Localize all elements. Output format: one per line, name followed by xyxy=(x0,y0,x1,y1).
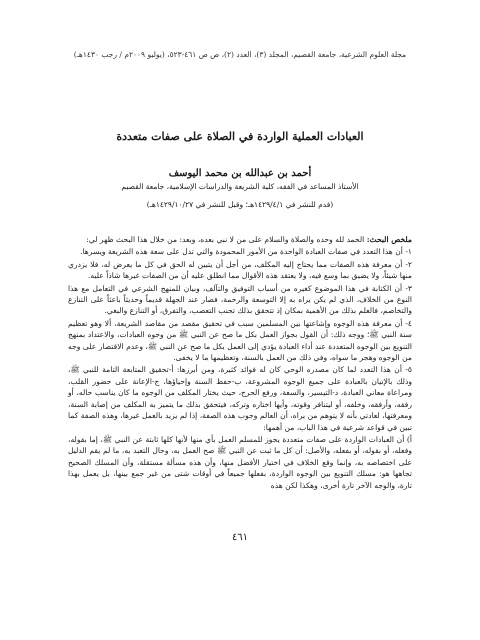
abstract-heading: ملخص البحث: xyxy=(366,235,412,244)
running-header: مجلة العلوم الشرعية، جامعة القصيم، المجلد (٣)، العدد (٢)، ص ص ٤٦١-٥٢٣، (يوليو ٢٠٠٩م / رجب ١٤٣٠هـ) xyxy=(73,50,407,59)
abstract-paragraph: أ) أن العبادات الواردة على صفات متعددة يجوز للمسلم العمل بأي منها لأنها كلها ثابتة عن النبي ﷺ، إما بقوله، وفعله، أو بقوله، أو بفعله، والأصل: أن كل ما ثبت عن النبي ﷺ صح العمل به، وحال التعبد به، ما لم يقم الدليل على اختصاصه به، وإنما وقع الخلاف في اختيار الأفضل منها، وأن هذه مسألة مستقلة، وأن المسلك الصحيح تجاهها هو: مسلك التنويع بين الوجوه الواردة، بفعلها جميعاً في أوقات شتى من غير جمع بينها، بل يعمل بهذا تارة، والوجه الآخر تارة أخرى، وهكذا لكن هذه xyxy=(68,434,412,490)
page-number: ٤٦١ xyxy=(231,532,249,543)
abstract-intro: الحمد لله وحده والصلاة والسلام على من لا نبي بعده، وبعد: من خلال هذا البحث ظهر لي: xyxy=(86,235,365,244)
abstract-paragraph: ٥- أن هذا التعدد لما كان مصدره الوحي كان له فوائد كثيرة، ومن أبرزها: أ-تحقيق المتابعة التامة للنبي ﷺ، وذلك بالإتيان بالعبادة على جميع الوجوه المشروعة، ب-حفظ السنة وإحياؤها، ج-الإعانة على حضور القلب، ومراعاة معاني العبادة، د-التيسير، والسعة، ورفع الحرج، حيث يختار المكلف من الوجوه ما كان يناسب حاله، أو رفقه، وأرفقه، وخلفه، أو ليتنافر وقوته، وأيها اختاره وتركه، فيتحقق بذلك ما يتميز به المكلف من إصابة السنة، ومعرفتها، لعادتي بأنه لا يتوهم من يراه، أن العالم وجوب هذه الصفة، إذا لم يزيد بالعمل غيرها، وهذه الصفة كما تبين في قواعد شرعية في هذا الباب، من أهمها: xyxy=(68,365,412,432)
submission-dates: (قدم للنشر في ١٤٢٩/٤/١هـ؛ وقبل للنشر في ١٤٢٩/١٠/٢٧هـ) xyxy=(146,200,334,209)
abstract xyxy=(68,234,412,492)
article-title: العبادات العملية الواردة في الصلاة على صفات متعددة xyxy=(116,130,364,143)
abstract-paragraph: ٢- أن معرفة هذه الصفات مما يحتاج إليه المكلف، من أجل أن يتبين له الحق في كل ما يعرض له، فلا يزدري منها شيئاً، ولا يضيق بما وسع فيه، ولا يعتقد هذه الأقوال مما انطلق عليه أن من الصفات غيرها شاذاً عليه. xyxy=(68,259,412,281)
abstract-paragraph: ٣- أن الكتابة في هذا الموضوع كغيره من أسباب التوفيق والتآلف، وبيان للمنهج الشرعي في التعامل مع هذا النوع من الخلاف، الذي لم يكن يراه به إلا التوسعة والرحمة، فصار عند الجهلة قديماً وحديثاً باعثاً على التنازع والتخاصم، فالعلم بذلك من الأهمية بمكان إذ تتحقق بذلك تجنب التعصب، والتفرق، أو التنازع والبغي. xyxy=(68,283,412,316)
abstract-paragraph: ١- أن هذا التعدد في صفات العبادة الواحدة من الأمور المحمودة والتي تدل على سعة هذه الشريعة ويسرها. xyxy=(80,247,412,257)
abstract-paragraph xyxy=(68,234,412,245)
author-affiliation: الأستاذ المساعد في الفقه، كلية الشريعة والدراسات الإسلامية، جامعة القصيم xyxy=(121,182,359,191)
author-name: أحمد بن عبدالله بن محمد اليوسف xyxy=(168,168,312,179)
abstract-paragraph: ٤- أن معرفة هذه الوجوه وإشاعتها بين المسلمين سبب في تحقيق مقصد من مقاصد الشريعة، ألا وهو تعظيم سنة النبي ﷺ؛ ووجه ذلك: أن القول بجواز العمل بكل ما صح عن النبي ﷺ من وجوه العبادات، والاعتداد بمنهج التنويع بين الوجوه المتعددة عند أداء العبادة يؤدي إلى العمل بكل ما صح عن النبي ﷺ، وعدم الاقتصار على وجه من الوجوه وهجر ما سواه، وفي ذلك من العمل بالسنة، وتعظيمها ما لا يخفى. xyxy=(68,318,412,363)
